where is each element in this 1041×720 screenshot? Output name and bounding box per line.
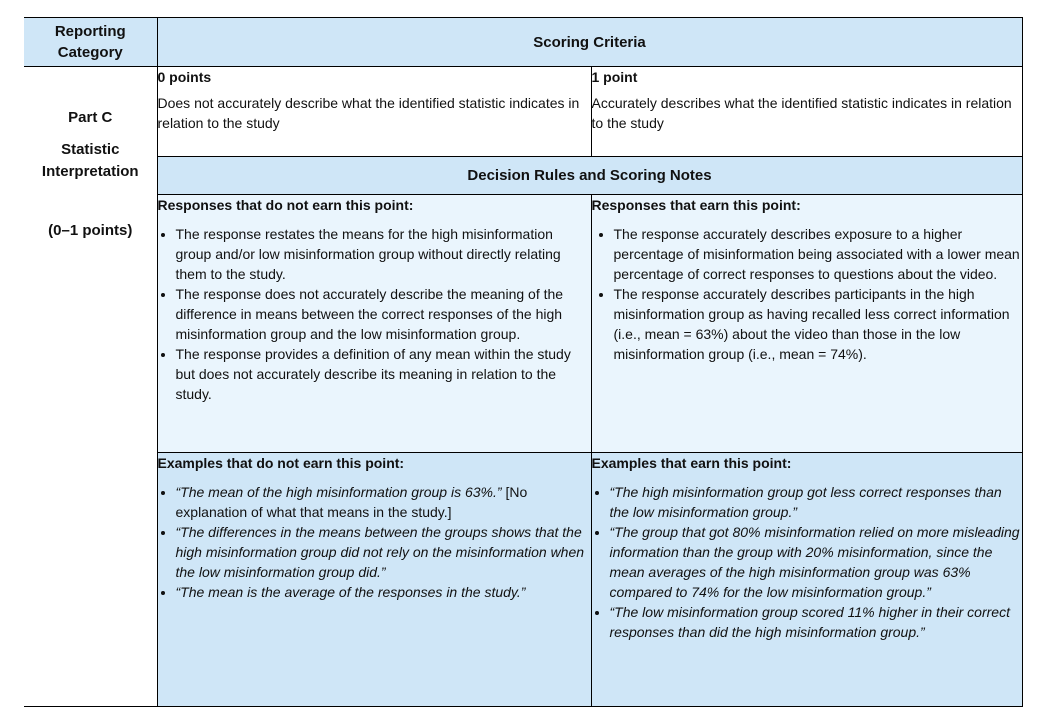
example-text: “The mean is the average of the responses in the study.”	[175, 584, 526, 600]
zero-points-text: Does not accurately describe what the identified statistic indicates in relation to the study	[157, 95, 580, 131]
responses-not-earn-title: Responses that do not earn this point:	[157, 197, 414, 213]
list-item	[176, 522, 591, 582]
list-item: • “The group that got 80% misinformation relied on more misleading information than the group with 20% misinformation, since the mean averages of the high misinformation group was 63% compared to 74% for the low misinformation group.”	[610, 522, 1022, 602]
list-item: • The response restates the means for the high misinformation group and/or low misinformation group without directly relating them to the study.	[176, 224, 591, 284]
category-part: Part C	[68, 109, 113, 126]
category-points: (0–1 points)	[48, 222, 133, 239]
scoring-criteria-header	[157, 18, 1022, 67]
list-item: • The response accurately describes exposure to a higher percentage of misinformation being associated with a lower mean percentage of correct responses to questions about the video.	[614, 224, 1022, 284]
responses-earn-list	[592, 224, 1022, 364]
list-item: • “The low misinformation group scored 11% higher in their correct responses than did the high misinformation group.”	[610, 602, 1022, 642]
one-point-cell	[591, 67, 1022, 157]
examples-earn-title: Examples that earn this point:	[591, 455, 792, 471]
list-item	[176, 482, 591, 522]
example-note: [No explanation of what that means in the study.]	[175, 484, 528, 520]
example-text: “The differences in the means between the groups shows that the high misinformation group did not rely on the misinformation when the low misinformation group did.”	[175, 524, 585, 580]
zero-points-cell	[157, 67, 591, 157]
reporting-category-header	[24, 18, 157, 67]
responses-not-earn-cell	[157, 195, 591, 453]
list-item: • The response does not accurately describe the meaning of the difference in means between the correct responses of the high misinformation group and the low misinformation group.	[176, 284, 591, 344]
responses-earn-cell	[591, 195, 1022, 453]
examples-not-earn-cell	[157, 453, 591, 707]
list-item: • “The high misinformation group got less correct responses than the low misinformation group.”	[610, 482, 1022, 522]
examples-not-earn-list	[158, 482, 591, 602]
decision-rules-header	[157, 157, 1022, 195]
decision-rules-label: Decision Rules and Scoring Notes	[467, 167, 712, 184]
list-item: • The response provides a definition of any mean within the study but does not accurately describe its meaning in relation to the study.	[176, 344, 591, 404]
reporting-category-label: Reporting Category	[54, 23, 126, 61]
responses-earn-title: Responses that earn this point:	[591, 197, 801, 213]
list-item: • The response accurately describes participants in the high misinformation group as having recalled less correct information (i.e., mean = 63%) about the video than those in the low misinformation group (i.e., mean = 74%).	[614, 284, 1022, 364]
scoring-criteria-label: Scoring Criteria	[533, 33, 646, 51]
responses-not-earn-list	[158, 224, 591, 404]
example-text: “The mean of the high misinformation group is 63%.”	[175, 484, 502, 500]
one-point-title: 1 point	[591, 69, 638, 85]
zero-points-title: 0 points	[157, 69, 212, 85]
examples-not-earn-title: Examples that do not earn this point:	[157, 455, 405, 471]
category-cell	[24, 67, 157, 707]
scoring-rubric-table	[24, 17, 1023, 707]
category-name: Statistic Interpretation	[41, 141, 139, 180]
one-point-text: Accurately describes what the identified statistic indicates in relation to the study	[591, 95, 1012, 131]
list-item	[176, 582, 591, 602]
examples-earn-cell	[591, 453, 1022, 707]
examples-earn-list	[592, 482, 1022, 642]
